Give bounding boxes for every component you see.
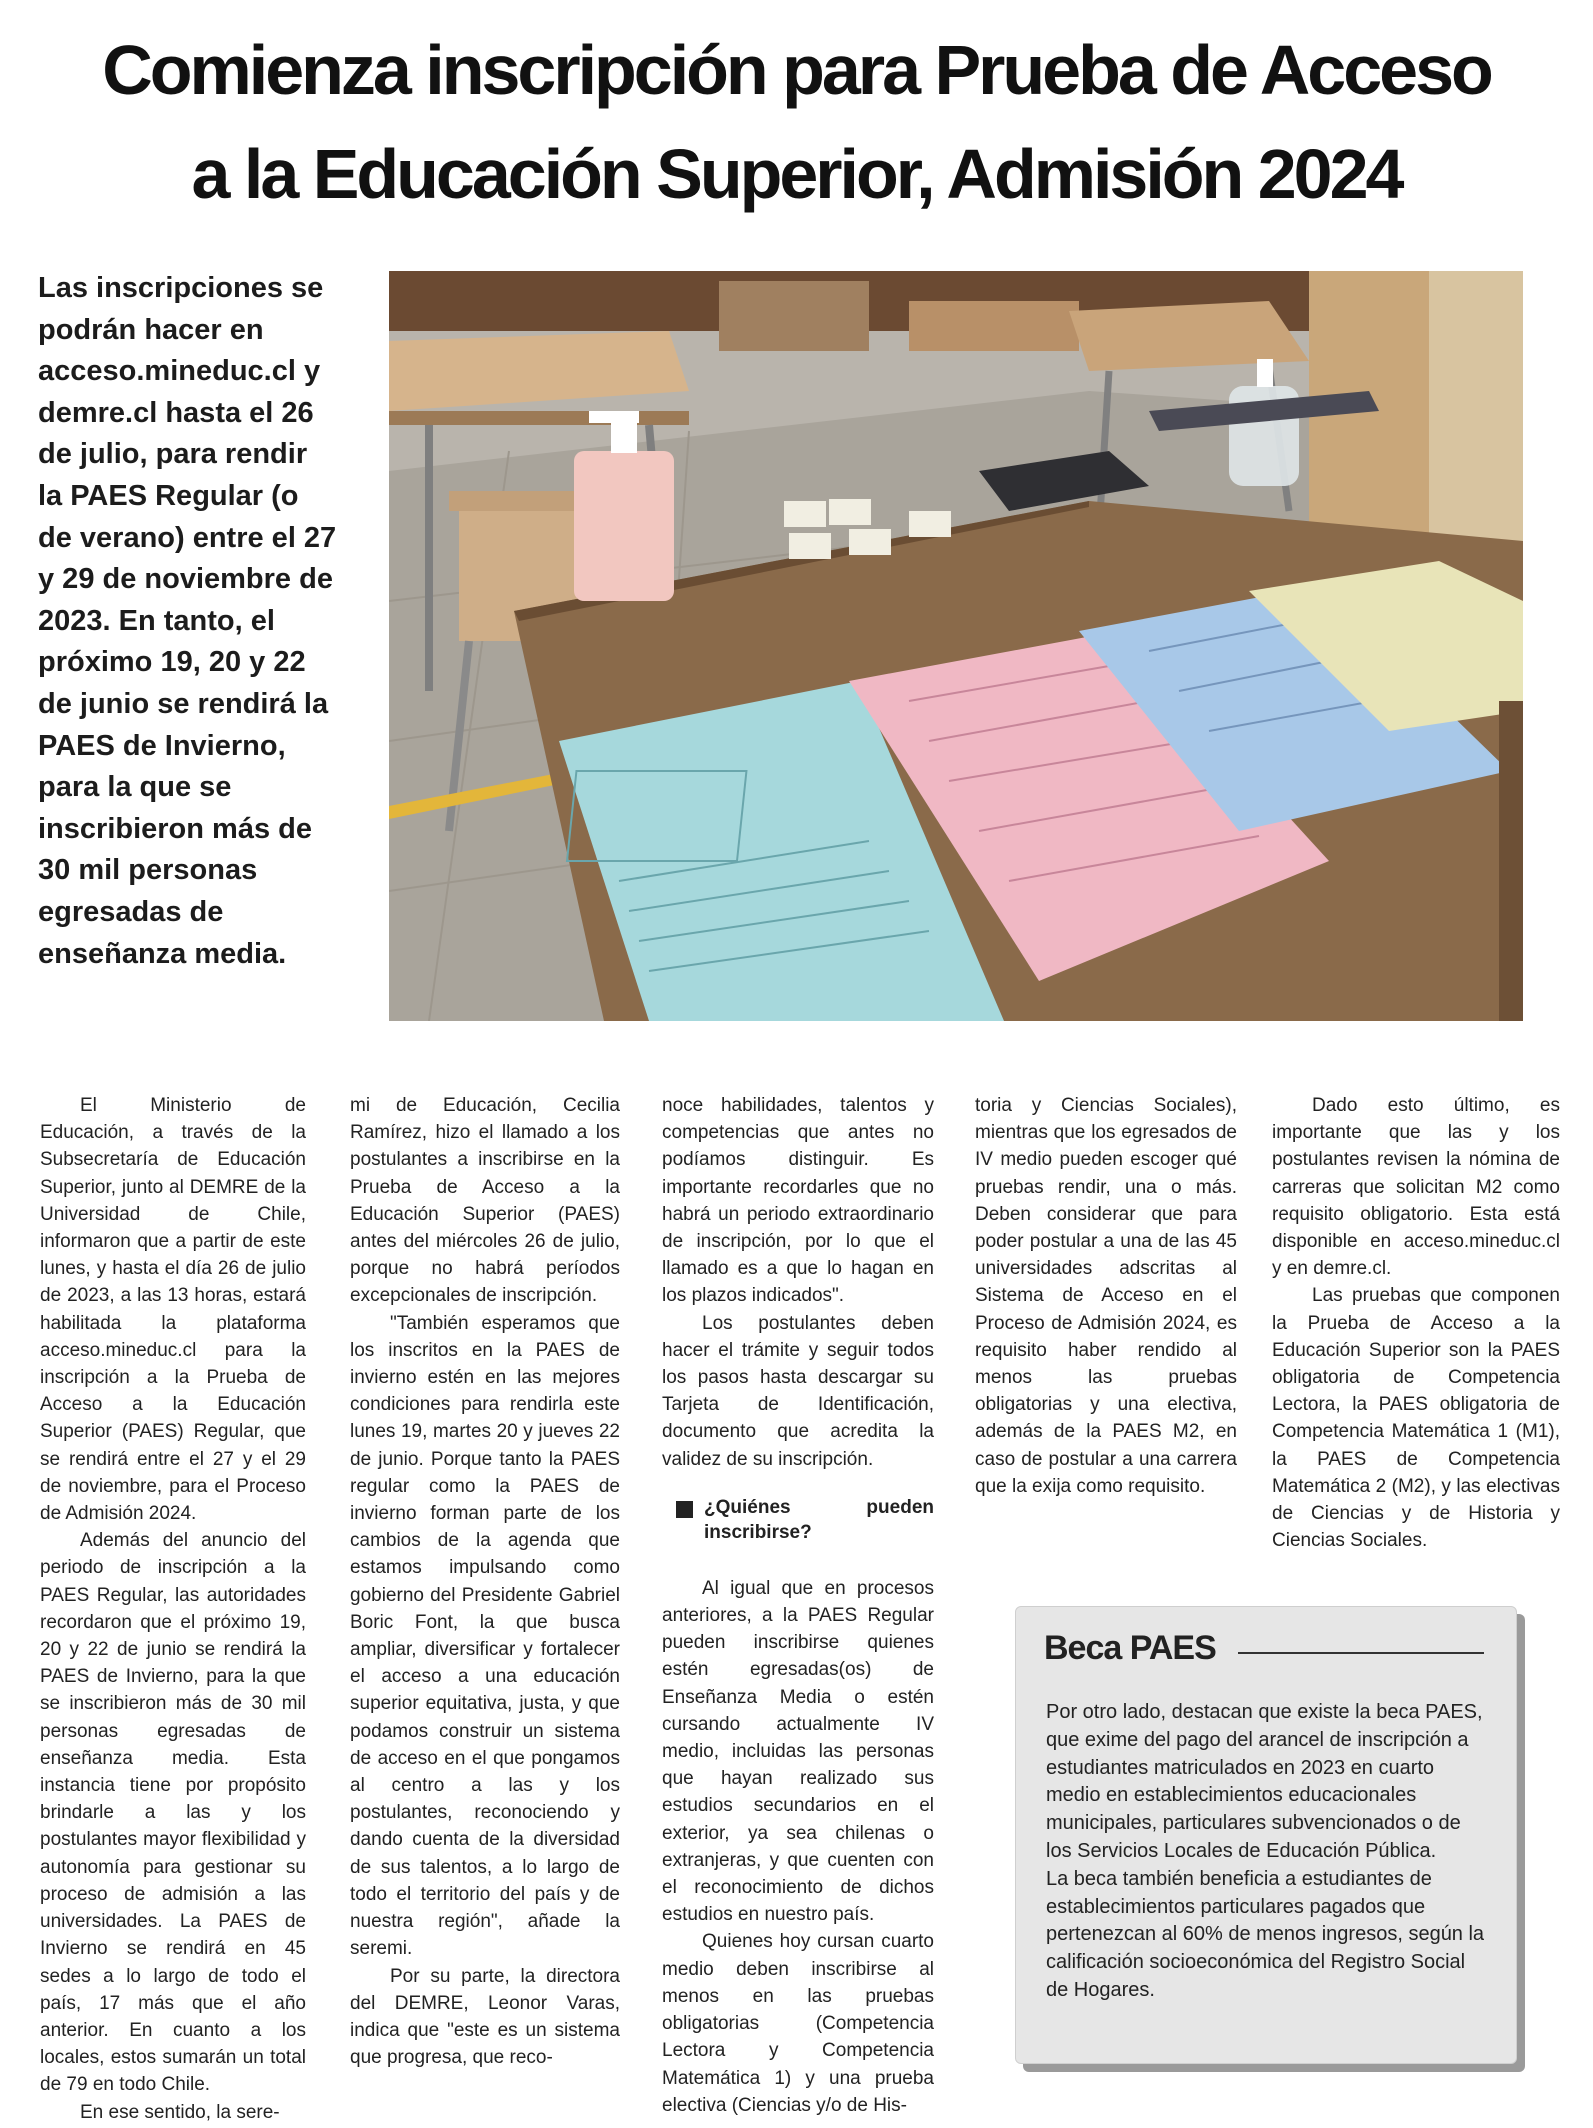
section-heading-text: ¿Quiénes pueden inscribirse? [704, 1496, 934, 1543]
bullet-square-icon [676, 1501, 693, 1518]
paragraph: Por otro lado, destacan que existe la beca PAES, que exime del pago del arancel de inscripción a estudiantes matriculados en 2023 en cuarto medio en establecimientos educacionales municipales, particulares subvencionados o de los Servicios Locales de Educación Pública. [1046, 1701, 1483, 1862]
headline-line-1: Comienza inscripción para Prueba de Acceso [102, 31, 1491, 109]
paragraph: mi de Educación, Cecilia Ramírez, hizo el llamado a los postulantes a inscribirse en la Prueba de Acceso a la Educación Superior (PAES) antes del miércoles 26 de julio, porque no habrá períodos excepcionales de inscripción. [350, 1095, 620, 1307]
divider [1238, 1652, 1484, 1654]
lead-paragraph: Las inscripciones se podrán hacer en acceso.mineduc.cl y demre.cl hasta el 26 de julio, para rendir la PAES Regular (o de verano) entre el 27 y 29 de noviembre de 2023. En tanto, el próximo 19, 20 y 22 de junio se rendirá la PAES de Invierno, para la que se inscribieron más de 30 mil personas egresadas de enseñanza media. [38, 272, 337, 970]
paragraph: El Ministerio de Educación, a través de la Subsecretaría de Educación Superior, junto al DEMRE de la Universidad de Chile, informaron que a partir de este lunes, y hasta el día 26 de julio de 2023, a las 13 horas, estará habilitada la plataforma acceso.mineduc.cl para la inscripción a la Prueba de Acceso a la Educación Superior (PAES) Regular, que se rendirá entre el 27 y el 29 de noviembre, para el Proceso de Admisión 2024. [40, 1095, 306, 1525]
headline-line-2: a la Educación Superior, Admisión 2024 [191, 135, 1402, 213]
paragraph: La beca también beneficia a estudiantes de establecimientos particulares pagados que pertenezcan al 60% de menos ingresos, según la calificación socioeconómica del Registro Social de Hogares. [1046, 1867, 1485, 2001]
article-column-1 [40, 1092, 306, 2126]
article-column-3 [662, 1092, 934, 2119]
beca-text [1046, 1699, 1491, 2005]
paragraph: Dado esto último, es importante que las y los postulantes revisen la nómina de carreras que solicitan M2 como requisito obligatorio. Esta está disponible en acceso.mineduc.cl y en demre.cl. [1272, 1095, 1560, 1280]
article-column-4 [975, 1092, 1237, 1500]
paragraph: Al igual que en procesos anteriores, a la PAES Regular pueden inscribirse quienes estén egresadas(os) de Enseñanza Media o estén cursando actualmente IV medio, incluidas las personas que hayan realizado sus estudios secundarios en el exterior, ya sea chilenas o extranjeras, y que cuenten con el reconocimiento de dichos estudios en nuestro país. [662, 1577, 934, 1926]
paragraph: Las pruebas que componen la Prueba de Acceso a la Educación Superior son la PAES obligatoria de Competencia Lectora, la PAES obligatoria de Competencia Matemática 1 (M1), la PAES de Competencia Matemática 2 (M2), y las electivas de Ciencias y de Historia y Ciencias Sociales. [1272, 1285, 1560, 1552]
paragraph: "También esperamos que los inscritos en la PAES de invierno estén en las mejores condiciones para rendirla este lunes 19, martes 20 y jueves 22 de junio. Porque tanto la PAES regular como la PAES de invierno forman parte de los cambios de la agenda que estamos impulsando como gobierno del Presidente Gabriel Boric Font, la que busca ampliar, diversificar y fortalecer el acceso a una educación superior equitativa, justa, y que podamos construir un sistema de acceso en el que pongamos al centro a las y los postulantes, reconociendo y dando cuenta de la diversidad de sus talentos, a lo largo de todo el territorio del país y de nuestra región", añade la seremi. [350, 1312, 620, 1960]
article-column-5 [1272, 1092, 1560, 1554]
article-column-2 [350, 1092, 620, 2071]
classroom-desk-photo-icon [389, 271, 1523, 1021]
paragraph: Además del anuncio del periodo de inscripción a la PAES Regular, las autoridades recordaron que el próximo 19, 20 y 22 de junio se rendirá la PAES de Invierno, para la que se inscribieron más de 30 mil personas egresadas de enseñanza media. Esta instancia tiene por propósito brindarle a las y los postulantes mayor flexibilidad y autonomía para gestionar su proceso de admisión a las universidades. La PAES de Invierno se rendirá en 45 sedes a lo largo de todo el país, 17 más que el año anterior. En cuanto a los locales, estos sumarán un total de 79 en todo Chile. [40, 1530, 306, 2096]
headline [30, 18, 1563, 226]
section-heading [662, 1495, 934, 1545]
paragraph: toria y Ciencias Sociales), mientras que los egresados de IV medio pueden escoger qué pruebas rendir, una o más. Deben considerar que para poder postular a una de las 45 universidades adscritas al Sistema de Acceso en el Proceso de Admisión 2024, es requisito haber rendido al menos las pruebas obligatorias y una electiva, además de la PAES M2, en caso de postular a una carrera que la exija como requisito. [975, 1095, 1237, 1497]
paragraph: En ese sentido, la sere- [80, 2101, 280, 2123]
paragraph: Por su parte, la directora del DEMRE, Leonor Varas, indica que "este es un sistema que progresa, que reco- [350, 1965, 620, 2069]
paragraph: Los postulantes deben hacer el trámite y seguir todos los pasos hasta descargar su Tarjeta de Identificación, documento que acredita la validez de su inscripción. [662, 1312, 934, 1470]
classroom-photo [389, 271, 1523, 1021]
beca-title: Beca PAES [1044, 1629, 1216, 1667]
beca-paes-sidebar [1015, 1606, 1517, 2064]
paragraph: noce habilidades, talentos y competencias que antes no podíamos distinguir. Es importante recordarles que no habrá un periodo extraordinario de inscripción, por lo que el llamado es a que lo hagan en los plazos indicados". [662, 1095, 934, 1307]
paragraph: Quienes hoy cursan cuarto medio deben inscribirse al menos en las pruebas obligatorias (Competencia Lectora y Competencia Matemática 1) y una prueba electiva (Ciencias y/o de His- [662, 1931, 934, 2116]
